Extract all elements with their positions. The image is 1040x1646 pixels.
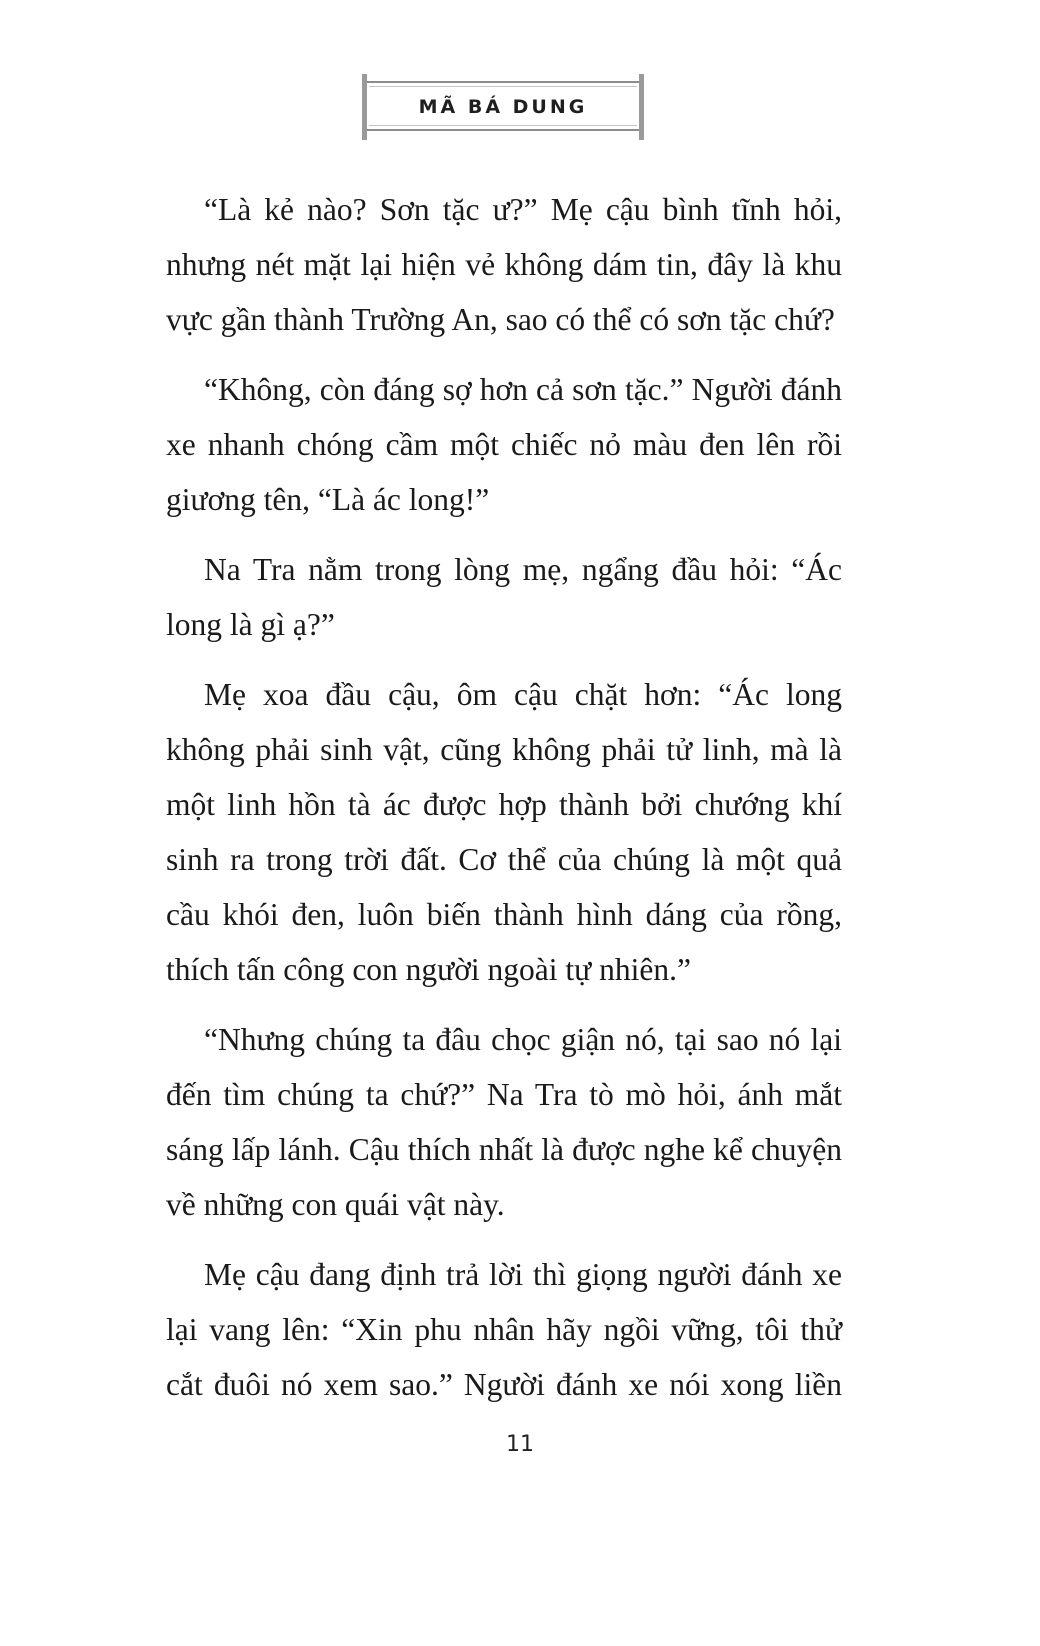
paragraph-4: Mẹ xoa đầu cậu, ôm cậu chặt hơn: “Ác long không phải sinh vật, cũng không phải tử linh, mà là một linh hồn tà ác được hợp thành bởi chướng khí sinh ra trong trời đất. Cơ thể của chúng là một quả cầu khói đen, luôn biến thành hình dáng của rồng, thích tấn công con người ngoài tự nhiên.” [166, 677, 842, 987]
paragraph-6: Mẹ cậu đang định trả lời thì giọng người đánh xe lại vang lên: “Xin phu nhân hãy ngồi vững, tôi thử cắt đuôi nó xem sao.” Người đánh xe nói xong liền [166, 1257, 842, 1402]
body-text [166, 182, 842, 1427]
paragraph-2: “Không, còn đáng sợ hơn cả sơn tặc.” Người đánh xe nhanh chóng cầm một chiếc nỏ màu đen lên rồi giương tên, “Là ác long!” [166, 372, 842, 517]
page-number: 11 [506, 1432, 534, 1457]
header-title: MÃ BÁ DUNG [418, 96, 588, 118]
running-header [362, 74, 644, 140]
paragraph-1: “Là kẻ nào? Sơn tặc ư?” Mẹ cậu bình tĩnh hỏi, nhưng nét mặt lại hiện vẻ không dám tin, đây là khu vực gần thành Trường An, sao có thể có sơn tặc chứ? [166, 192, 842, 337]
paragraph-3: Na Tra nằm trong lòng mẹ, ngẩng đầu hỏi: “Ác long là gì ạ?” [166, 552, 842, 642]
paragraph-5: “Nhưng chúng ta đâu chọc giận nó, tại sao nó lại đến tìm chúng ta chứ?” Na Tra tò mò hỏi, ánh mắt sáng lấp lánh. Cậu thích nhất là được nghe kể chuyện về những con quái vật này. [166, 1022, 842, 1222]
